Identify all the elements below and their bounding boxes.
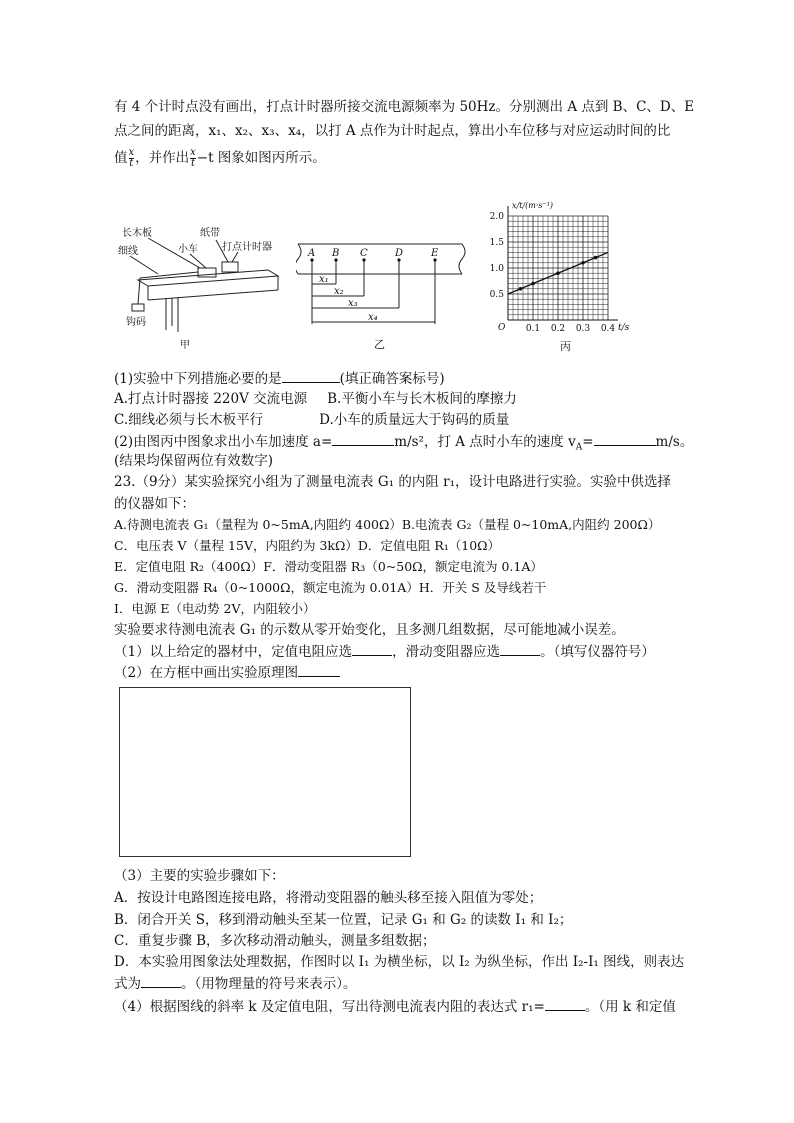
q2-sub: A [575,442,583,453]
q1-blank[interactable] [282,368,340,383]
step-d-2a: 式为 [114,976,141,992]
option-d: D.小车的质量远大于钩码的质量 [319,412,510,428]
intro-line-1: 有 4 个计时点没有画出，打点计时器所接交流电源频率为 50Hz。分别测出 A 点到 B、C、D、E [114,99,695,115]
label-string: 细线 [118,246,138,257]
point-B: B [332,248,340,259]
circuit-diagram-box[interactable] [119,687,411,857]
step-d-2b: 。（用物理量的符号来表示）。 [181,976,357,992]
option-b: B.平衡小车与长木板间的摩擦力 [327,391,517,407]
intro-line-2: 点之间的距离，x₁、x₂、x₃、x₄，以打 A 点作为计时起点，算出小车位移与对应运动时间的比 [114,123,671,139]
board [138,270,278,286]
x-tick-label: 0.2 [550,324,566,334]
step-c: C．重复步骤 B，多次移动滑动触头，测量多组数据； [114,933,436,949]
q1-line [114,368,445,389]
caption-yi: 乙 [374,338,385,350]
q1-text: (1)实验中下列措施必要的是 [114,371,282,387]
frac-den-2: t [190,158,195,169]
q1-end: (填正确答案标号) [339,371,445,387]
timer [222,262,238,272]
chart-ylabel: x/t/(m·s⁻¹) [512,201,554,210]
step-b: B．闭合开关 S，移到滑动触头至某一位置，记录 G₁ 和 G₂ 的读数 I₁ 和 I₂； [114,912,573,928]
point-D: D [395,248,404,259]
q23-line-4: C．电压表 V（量程 15V，内阻约为 3kΩ）D．定值电阻 R₁（10Ω） [114,538,501,553]
q2-c: = [582,434,594,450]
fraction-x-over-t [129,148,135,169]
q23-sub-3: （3）主要的实验步骤如下： [114,868,285,884]
s2-text: （2）在方框中画出实验原理图 [114,665,299,681]
s4-b: 。（用 k 和定值 [584,999,676,1015]
intro-line-3-b: ，并作出 [135,150,190,166]
label-weights: 钩码 [126,317,146,328]
step-d-2 [114,973,357,994]
figure-jia [118,222,288,350]
y-tick-label: 0.5 [489,290,504,300]
s4-a: （4）根据图线的斜率 k 及定值电阻，写出待测电流表内阻的表达式 r₁= [114,999,545,1015]
q23-line-5: E．定值电阻 R₂（400Ω）F．滑动变阻器 R₃（0~50Ω，额定电流为 0.1A） [114,559,543,574]
x-tick-label: 0.1 [525,324,541,334]
y-tick-label: 1.5 [489,238,504,248]
data-point [519,287,523,291]
point-A: A [308,248,316,259]
y-tick-label: 2.0 [489,212,504,222]
q23-line-2: 的仪器如下： [114,496,195,512]
s1-blank-resistor[interactable] [352,641,392,656]
step-d-1: D．本实验用图象法处理数据，作图时以 I₁ 为横坐标，以 I₂ 为纵坐标，作出 I₂-I₁ 图线，则表达 [114,954,685,970]
fraction-x-over-t-2 [190,148,196,169]
intro-line-3-a: 值 [114,150,128,166]
label-timer: 打点计时器 [222,242,272,253]
q2-d: m/s。 [655,434,694,450]
chart-xlabel: t/s [618,323,630,333]
s2-blank[interactable] [298,662,340,677]
point-C: C [360,248,368,259]
q23-line-1: 23.（9分）某实验探究小组为了测量电流表 G₁ 的内阻 r₁，设计电路进行实验。实验中供选择 [114,474,671,490]
s1-blank-rheostat[interactable] [500,641,540,656]
dist-x1: x₁ [319,274,329,285]
data-point [594,256,598,260]
frac-num: x [128,147,135,158]
q2-blank-b[interactable] [594,431,656,446]
intro-line-3 [114,148,326,169]
x-tick-label: 0.3 [575,324,591,334]
dist-x2: x₂ [334,286,344,297]
s1-c: 。（填写仪器符号） [540,644,655,660]
intro-line-3-c: −t 图象如图丙所示。 [196,150,326,166]
label-tape: 纸带 [200,228,220,239]
q2-a: (2)由图丙中图象求出小车加速度 a= [114,434,333,450]
caption-bing: 丙 [560,340,571,352]
q23-line-6: G．滑动变阻器 R₄（0~1000Ω，额定电流为 0.01A）H．开关 S 及导线若干 [114,580,547,595]
option-c: C.细线必须与长木板平行 [114,412,264,428]
label-board: 长木板 [122,228,152,239]
label-cart: 小车 [178,244,198,255]
q23-line-3: A.待测电流表 G₁（量程为 0~5mA,内阻约 400Ω）B.电流表 G₂（量程 0~10mA,内阻约 200Ω） [114,517,661,532]
q2-b: m/s²，打 A 点时小车的速度 v [394,434,576,450]
s1-b: ，滑动变阻器应选 [392,644,501,660]
caption-jia: 甲 [180,340,190,350]
dist-x4: x₄ [368,312,378,323]
q23-line-8: 实验要求待测电流表 G₁ 的示数从零开始变化，且多测几组数据，尽可能地减小误差。 [114,622,625,638]
s1-a: （1）以上给定的器材中，定值电阻应选 [114,644,353,660]
options-ab [114,389,517,409]
data-point [531,282,535,286]
frac-num-2: x [190,147,196,158]
q23-sub-1 [114,641,655,662]
chart-grid [508,216,608,320]
weights [132,304,144,311]
step-d-blank[interactable] [141,973,181,988]
figure-bing-chart [484,200,674,352]
figure-yi [296,240,466,350]
q23-sub-4 [114,996,676,1017]
option-a: A.打点计时器接 220V 交流电源 [114,391,308,407]
chart-origin: O [498,323,506,333]
frac-den: t [129,158,134,169]
step-a: A．按设计电路图连接电路，将滑动变阻器的触头移至接入阻值为零处； [114,890,543,906]
q2-note: (结果均保留两位有效数字) [114,453,274,469]
s4-blank[interactable] [545,996,585,1011]
data-point [556,271,560,275]
q23-line-7: I．电源 E（电动势 2V，内阻较小） [114,601,316,616]
options-cd [114,410,509,430]
data-point [581,261,585,265]
q23-sub-2 [114,662,340,683]
x-tick-label: 0.4 [600,324,616,334]
point-E: E [431,248,439,259]
q2-blank-a[interactable] [332,431,394,446]
y-tick-label: 1.0 [489,264,504,274]
dist-x3: x₃ [348,298,358,309]
